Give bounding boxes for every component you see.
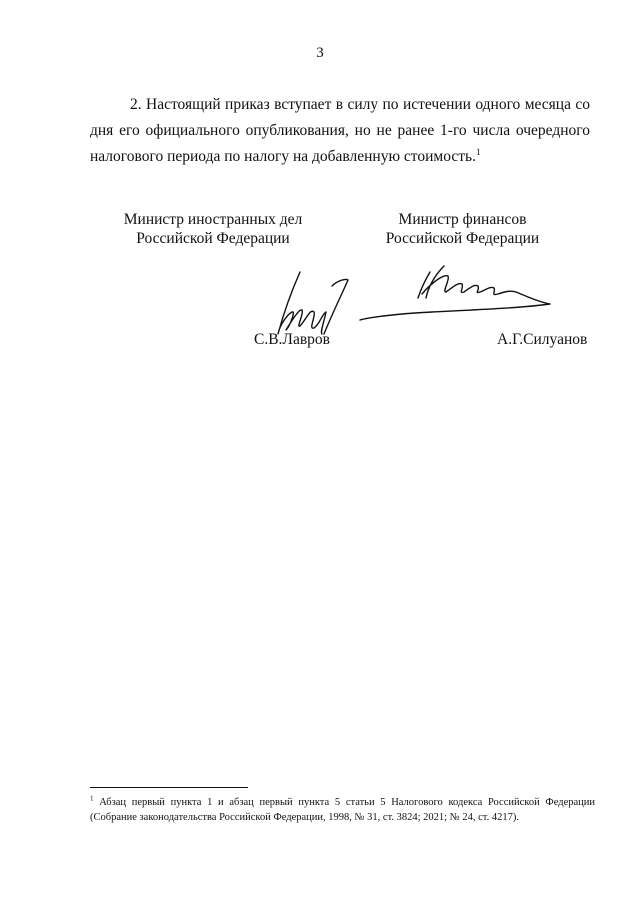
footnote-marker: 1 [90,794,94,803]
footnote-reference: 1 [475,146,481,157]
signature-siluanov [352,262,557,324]
signatory-left-title-line1: Министр иностранных дел [123,211,303,228]
signatory-left-title [118,210,308,248]
footnote [90,795,595,825]
signatory-right-title-line2: Российской Федерации [385,230,540,247]
signatory-left-name: С.В.Лавров [254,331,330,348]
footnote-text: Абзац первый пункта 1 и абзац первый пункта 5 статьи 5 Налогового кодекса Российской Федерации (Собрание законодательства Российской Федерации, 1998, № 31, ст. 3824; 2021; № 24, ст. 4217). [90,797,595,823]
signatory-right-name: А.Г.Силуанов [497,331,588,348]
signature-lavrov [262,268,357,340]
page-number: 3 [316,45,324,61]
signatory-right-title-line1: Министр финансов [398,211,527,228]
body-paragraph [90,92,590,170]
signatory-left-title-line2: Российской Федерации [136,230,290,247]
signatory-right-title [380,210,545,248]
footnote-divider [90,787,248,788]
paragraph-text: 2. Настоящий приказ вступает в силу по истечении одного месяца со дня его официального опубликования, но не ранее 1-го числа очередного налогового периода по налогу на добавленную стоимость. [90,96,590,165]
